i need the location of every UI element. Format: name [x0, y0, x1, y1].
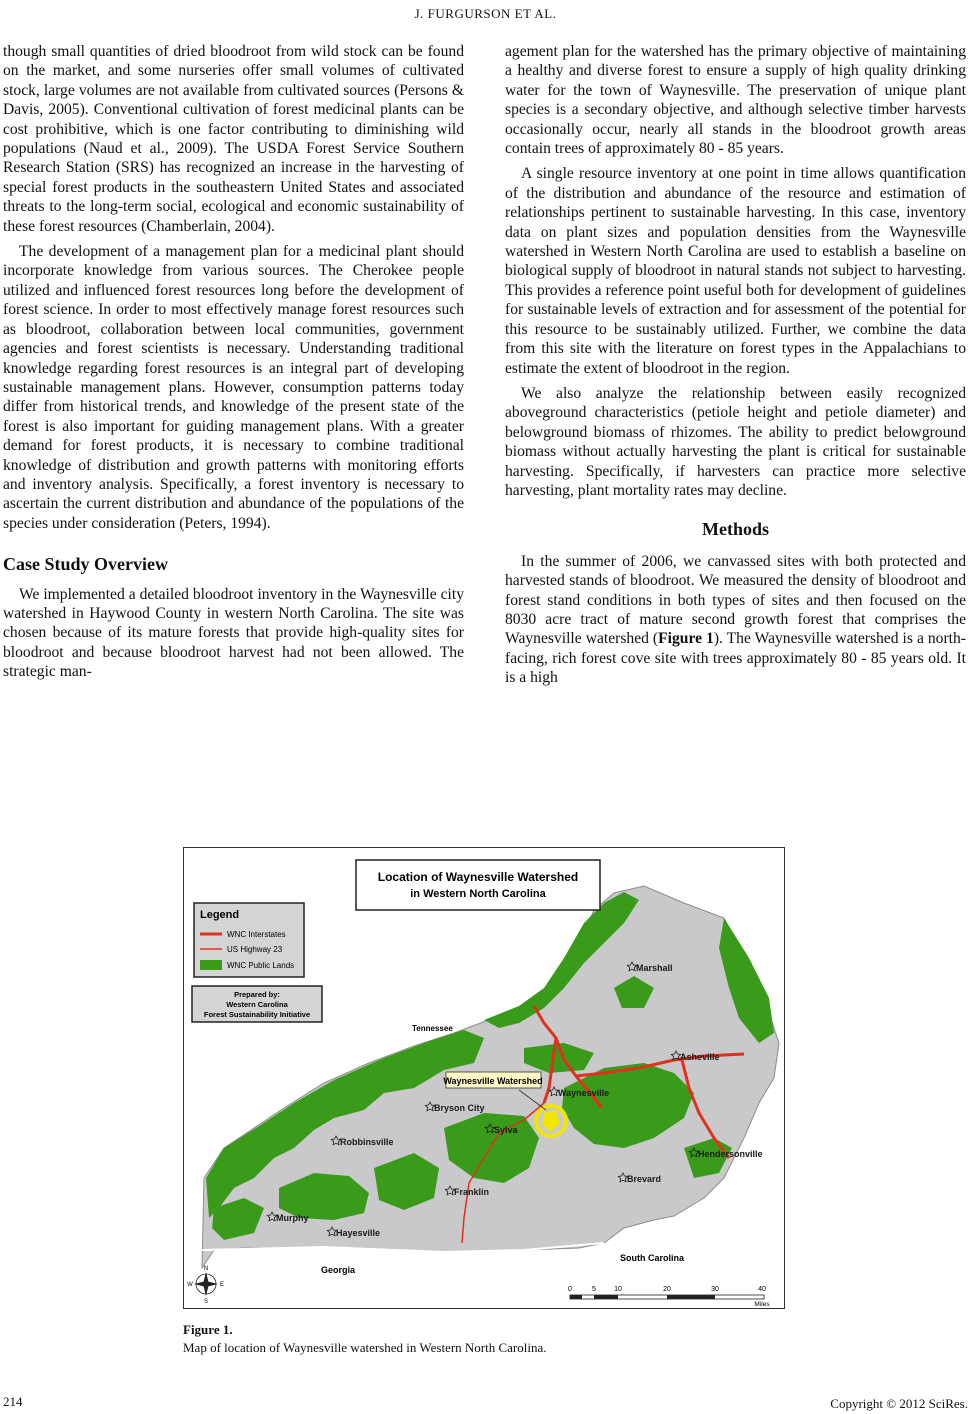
- town-label: Bryson City: [434, 1103, 485, 1113]
- town-label: Brevard: [627, 1174, 662, 1184]
- compass-e: E: [219, 1282, 225, 1288]
- state-label-tennessee: Tennessee: [412, 1024, 453, 1033]
- left-column: [3, 42, 464, 688]
- compass-w: W: [187, 1282, 193, 1288]
- paragraph: We implemented a detailed bloodroot inventory in the Waynesville city watershed in Haywood County in western North Carolina. The site was chosen because of its mature forests that provide high-quality sites for bloodroot and because bloodroot harvest had not been allowed. The strategic man-: [3, 585, 464, 681]
- running-head: J. FURGURSON ET AL.: [414, 6, 557, 21]
- map-title-box: [356, 860, 600, 910]
- figure-map: [183, 847, 785, 1309]
- paragraph: We also analyze the relationship between easily recognized aboveground characteristics (petiole height and petiole diameter) and belowground biomass of rhizomes. The ability to predict belowground biomass without actually harvesting the plant is critical for sustainable harvesting. Specifically, if harvesters can practice more selective harvesting, plant mortality rates may decline.: [505, 384, 966, 499]
- copyright-notice: Copyright © 2012 SciRes.: [830, 1396, 968, 1411]
- scale-label: 5: [592, 1286, 596, 1293]
- paragraph: agement plan for the watershed has the primary objective of maintaining a healthy and diverse forest to ensure a supply of high quality drinking water for the town of Waynesville. The preservation of unique plant species is a secondary objective, and although selective timber harvests occasionally occur, nearly all stands in the bloodroot growth areas contain trees of approximately 80 - 85 years.: [505, 43, 966, 158]
- map-title-line1: Location of Waynesville Watershed: [377, 870, 579, 884]
- legend-label-public-lands: WNC Public Lands: [227, 961, 295, 970]
- scale-label: 30: [711, 1286, 719, 1293]
- paragraph: The development of a management plan for a medicinal plant should incorporate knowledge from various sources. The Cherokee people utilized and influenced forest resources long before the development of forest science. In order to most effectively manage forest resources such as bloodroot, collaboration between local communities, government agencies and forest scientists is necessary. Understanding traditional knowledge regarding forest resources is an integral part of developing sustainable management plans. However, consumption patterns today differ from historical trends, and knowledge of the present state of the forest is also important for guiding management plans. With a greater demand for forest products, it is necessary to combine traditional knowledge of distribution and growth patterns with monitoring efforts and inventory analysis. Specifically, a forest inventory is necessary to ascertain the current distribution and abundance of the populations of the species under consideration (Peters, 1994).: [3, 243, 464, 532]
- prepared-by-line1: Prepared by:: [234, 990, 280, 999]
- prepared-by-line2: Western Carolina: [226, 1000, 288, 1009]
- legend-label-highway: US Highway 23: [227, 945, 283, 954]
- callout-label: Waynesville Watershed: [443, 1076, 543, 1086]
- paragraph: [505, 552, 966, 688]
- caption-title: Figure 1.: [183, 1322, 233, 1337]
- map-svg: [184, 848, 784, 1308]
- town-label: Murphy: [276, 1213, 309, 1223]
- legend-label-interstate: WNC Interstates: [227, 930, 286, 939]
- town-label: Hendersonville: [698, 1149, 763, 1159]
- scale-label: 0: [568, 1286, 572, 1293]
- scale-bar-segment: [570, 1295, 582, 1299]
- figure-caption: [183, 1321, 547, 1357]
- compass-s: S: [203, 1299, 209, 1305]
- scale-label: 40: [758, 1286, 766, 1293]
- right-column: [505, 42, 966, 694]
- paragraph: A single resource inventory at one point in time allows quantification of the distribution and abundance of the resource and estimation of relationships pertinent to sustainable harvesting. In this case, inventory data on plant sizes and population densities from the Waynesville watershed in Western North Carolina are used to establish a baseline on biological supply of bloodroot in natural stands not subject to harvesting. This provides a reference point useful both for development of guidelines for sustainable levels of extraction and for assessment of the potential for this resource to be sustainably utilized. Further, we combine the data from this site with the literature on forest types in the Appalachians to estimate the extent of bloodroot in the region.: [505, 165, 966, 377]
- map-title-line2: in Western North Carolina: [410, 888, 546, 900]
- paragraph: though small quantities of dried bloodroot from wild stock can be found on the market, and some nurseries offer small volumes of cultivated stock, large volumes are not available from cultivated sources (Persons & Davis, 2005). Conventional cultivation of forest medicinal plants can be cost prohibitive, which is one factor contributing to diminishing wild populations (Naud et al., 2009). The USDA Forest Service Southern Research Station (SRS) has recognized an increase in the harvesting of special forest products in the southeastern United States and associated threats to the long-term social, ecological and economic sustainability of these forest resources (Chamberlain, 2004).: [3, 43, 464, 235]
- text-run: In the summer of 2006, we canvassed sites with both protected and harvested stands of bloodroot. We measured the density of bloodroot and forest stand conditions in both types of sites and then focused on the 8030 acre tract of mature second growth forest that comprises the Waynesville watershed (: [505, 552, 966, 648]
- scale-bar-segment: [667, 1295, 715, 1299]
- prepared-by-line3: Forest Sustainability Initiative: [203, 1010, 311, 1019]
- town-label: Hayesville: [336, 1228, 381, 1238]
- legend-swatch-public-lands: [200, 960, 222, 970]
- legend-title: Legend: [200, 909, 240, 921]
- state-label-south-carolina: South Carolina: [620, 1253, 685, 1263]
- state-label-georgia: Georgia: [321, 1265, 356, 1275]
- section-heading: Methods: [702, 519, 769, 540]
- town-label: Waynesville: [558, 1088, 610, 1098]
- scale-label: 20: [663, 1286, 671, 1293]
- figure-reference[interactable]: Figure 1: [658, 630, 714, 648]
- section-heading: Case Study Overview: [3, 554, 168, 575]
- compass-n: N: [203, 1266, 209, 1272]
- text-run: ). The Waynesville watershed is a north-facing, rich forest cove site with trees approximately 80 - 85 years old. It is a high: [505, 630, 966, 687]
- town-label: Robbinsville: [340, 1137, 394, 1147]
- scale-label: 10: [614, 1286, 622, 1293]
- town-label: Asheville: [680, 1052, 720, 1062]
- scale-unit: Miles: [754, 1301, 770, 1308]
- town-label: Marshall: [636, 963, 673, 973]
- caption-text: Map of location of Waynesville watershed in Western North Carolina.: [183, 1340, 547, 1355]
- town-label: Franklin: [454, 1187, 490, 1197]
- scale-bar-segment: [594, 1295, 618, 1299]
- page-number: 214: [3, 1394, 23, 1409]
- town-label: Sylva: [494, 1125, 518, 1135]
